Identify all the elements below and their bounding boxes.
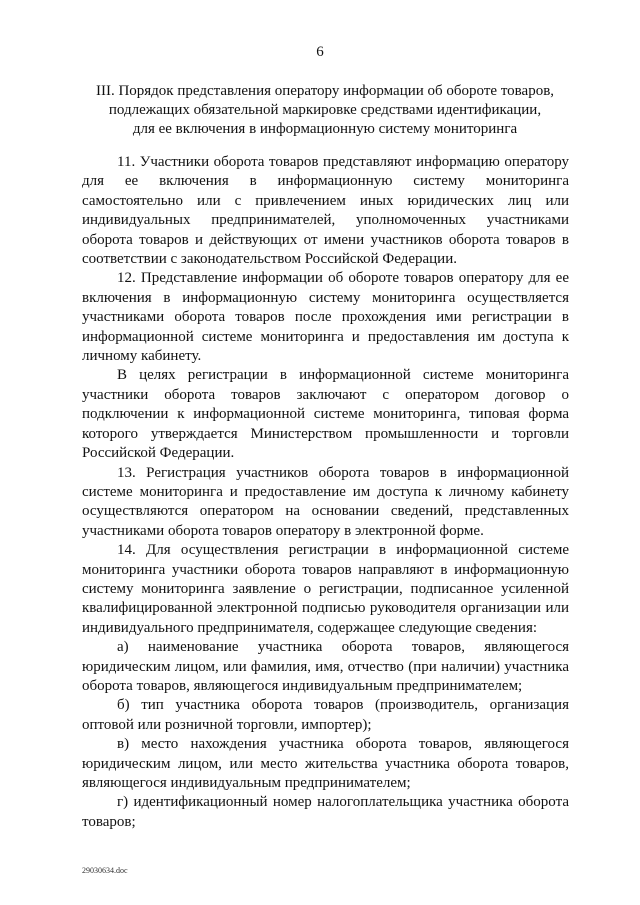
- list-item-a: а) наименование участника оборота товаров, являющегося юридическим лицом, или фамилия, имя, отчество (при наличии) участника оборота товаров, являющегося индивидуальным предпринимателем;: [82, 639, 569, 694]
- list-item-v: в) место нахождения участника оборота товаров, являющегося юридическим лицом, или место жительства участника оборота товаров, являющегося индивидуальным предпринимателем;: [82, 736, 569, 791]
- paragraph-12: 12. Представление информации об обороте товаров оператору для ее включения в информационную систему мониторинга осуществляется участниками оборота товаров после прохождения ими регистрации в информационной системе мониторинга и предоставления им доступа к личному кабинету.: [82, 270, 569, 365]
- section-title-line: подлежащих обязательной маркировке средствами идентификации,: [108, 102, 542, 118]
- paragraph-11: 11. Участники оборота товаров представляют информацию оператору для ее включения в информационную систему мониторинга самостоятельно или с привлечением иных юридических лиц или индивидуальных предпринимателей, уполномоченных участниками оборота товаров и действующих от имени участников оборота товаров в соответствии с законодательством Российской Федерации.: [82, 154, 569, 268]
- paragraph-14: 14. Для осуществления регистрации в информационной системе мониторинга участники оборота товаров направляют в информационную систему мониторинга заявление о регистрации, подписанное усиленной квалифицированной электронной подписью руководителя организации или индивидуального предпринимателя, содержащее следующие сведения:: [82, 542, 569, 636]
- section-title: [80, 82, 570, 139]
- footer-document-code: 29030634.doc: [82, 866, 128, 875]
- section-title-line: для ее включения в информационную систему мониторинга: [132, 121, 518, 137]
- page-number: 6: [316, 44, 324, 60]
- section-title-line: III. Порядок представления оператору информации об обороте товаров,: [95, 83, 555, 99]
- body-text: [82, 153, 569, 832]
- list-item-g: г) идентификационный номер налогоплательщика участника оборота товаров;: [82, 794, 569, 830]
- paragraph-13: 13. Регистрация участников оборота товаров в информационной системе мониторинга и предоставление им доступа к личному кабинету осуществляются оператором на основании сведений, представленных участниками оборота товаров оператору в электронной форме.: [82, 464, 569, 539]
- paragraph-12-registration: В целях регистрации в информационной системе мониторинга участники оборота товаров заключают с оператором договор о подключении к информационной системе мониторинга, типовая форма которого утверждается Министерством промышленности и торговли Российской Федерации.: [82, 367, 569, 462]
- list-item-b: б) тип участника оборота товаров (производитель, организация оптовой или розничной торговли, импортер);: [82, 697, 569, 733]
